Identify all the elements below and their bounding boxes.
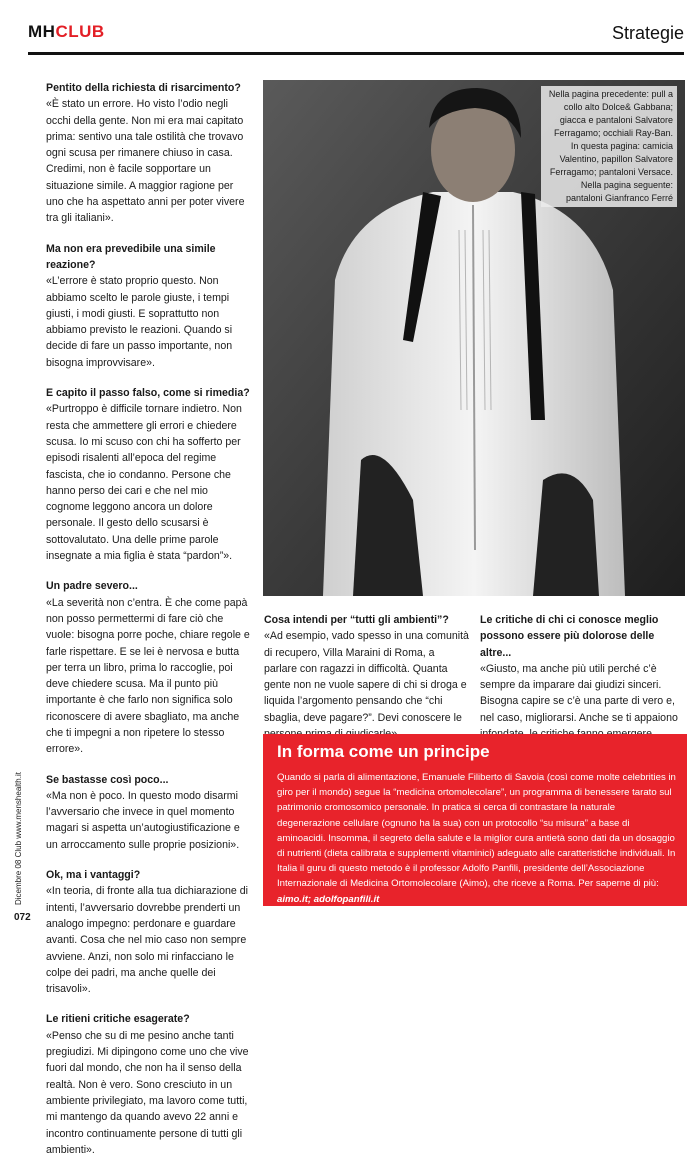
answer: «È stato un errore. Ho visto l’odio negli occhi della gente. Non mi era mai capitato prima: sentivo una tale ostilità che trovavo ogni scusa per rimanere chiuso in casa. Credimi, non è facile sopportare un situazione simile. A maggior ragione per uno che ha aspettato anni per poter vivere tra gli italiani». (46, 98, 245, 225)
box-title: In forma come un principe (277, 742, 490, 761)
page-header (28, 22, 684, 48)
question: Un padre severo... (46, 580, 138, 593)
question: E capito il passo falso, come si rimedia? (46, 387, 250, 400)
answer: «L’errore è stato proprio questo. Non abbiamo scelto le parole giuste, i tempi giusti, i modi giusti. E soprattutto non abbiamo previsto le reazioni. Quando si decide di fare un passo importante, non bisogna improvvisare». (46, 275, 233, 369)
question: Pentito della richiesta di risarcimento? (46, 82, 241, 94)
header-rule (28, 52, 684, 55)
question: Ok, ma i vantaggi? (46, 869, 141, 882)
answer: «In teoria, di fronte alla tua dichiarazione di intenti, l’avversario dovrebbe prenderti un analogo impegno: perdonare e guardare avanti. Cosa che nel mio caso non sempre avviene. Anzi, non solo mi rinfacciano le colpe dei padri, ma anche quelle dei trisavoli». (46, 885, 248, 996)
question: Cosa intendi per “tutti gli ambienti”? (264, 614, 449, 626)
question: Ma non era prevedibile una simile reazione? (46, 242, 216, 271)
column-1 (46, 80, 252, 1172)
side-footer: Dicembre 08 Club www.menshealth.it (14, 772, 23, 905)
box-body: Quando si parla di alimentazione, Emanuele Filiberto di Savoia (così come molte celebrities in giro per il mondo) segue la “medicina ortomolecolare”, un programma di benessere tarato sul patrimonio cromosomico personale. In pratica si cerca di contrastare la naturale degenerazione cellulare (ognuno ha la sua) con un protocollo “su misura” a base di aminoacidi. Insomma, il segreto della salute e la miglior cura antietà sono dati da un dosaggio di nutrienti (dieta calibrata e supplementi vitaminici) adeguato alle caratteristiche individuali. In Italia il guru di questo metodo è il professor Adolfo Panfili, presidente dell’Associazione Internazionale di Medicina Ortomolecolare (Aimo), che riceve a Roma. Per saperne di più: aimo.it; adolfopanfili.it (277, 772, 676, 905)
answer: «Ma non è poco. In questo modo disarmi l’avversario che invece in quel momento magari si aspetta un’autogiustificazione e un arroccamento sulle proprie posizioni». (46, 789, 240, 851)
answer: «Purtroppo è difficile tornare indietro. Non resta che ammettere gli errori e chiedere scusa. Io mi scuso con chi ha sofferto per episodi risalenti all’epoca del regime fascista, che io condanno. Persone che hanno perso dei cari e che nel mio cognome leggono ancora un dolore personale. Il gesto dello scusarsi è sottovalutato. Una delle prime parole insegnate a mia figlia è stata “pardon”». (46, 403, 242, 563)
answer: «La severità non c’entra. È che come papà non posso permettermi di fare ciò che vuole: bisogna porre poche, chiare regole e farle rispettare. E se lei è nervosa e butta per terra un libro, prima lo raccoglie, poi deve chiedere scusa. Ma il punto più importante è che farlo non significa solo riconoscere di avere sbagliato, ma anche che ti impegni a non ripetere lo stesso errore». (46, 596, 250, 756)
box-links[interactable]: aimo.it; adolfopanfili.it (277, 893, 380, 905)
question: Le ritieni critiche esagerate? (46, 1013, 190, 1026)
question: Se bastasse così poco... (46, 773, 169, 786)
page-number: 072 (14, 912, 31, 923)
photo-caption: Nella pagina precedente: pull a collo alto Dolce& Gabbana; giacca e pantaloni Salvatore Ferragamo; occhiali Ray-Ban. In questa pagina: camicia Valentino, papillon Salvatore Ferragamo; pantaloni Versace. Nella pagina seguente: pantaloni Gianfranco Ferré (541, 86, 677, 207)
question: Le critiche di chi ci conosce meglio possono essere più dolorose delle altre... (480, 614, 659, 659)
answer: «Giusto, ma anche più utili perché c’è sempre da imparare dai giudizi sinceri. Bisogna capire se c’è una parte di vero e, nel caso, migliorarsi. Anche se ti appaiono (480, 662, 678, 724)
section-title: Strategie (611, 23, 684, 43)
sidebar-box (263, 734, 687, 906)
mh-club-logo: MHCLUB (28, 22, 105, 41)
answer: «Ad esempio, vado spesso in una comunità di recupero, Villa Maraini di Roma, a parlare con ragazzi in difficoltà. Quanta gente non ne vuole sapere di chi si droga e liquida l’argomento pensando che “chi sbaglia, deve pagare?”. Devi conoscere le (264, 630, 469, 724)
portrait-photo (263, 80, 685, 596)
answer: «Penso che su di me pesino anche tanti pregiudizi. Mi dipingono come uno che vive fuori dal mondo, che non ha il senso della realtà. Non è vero. Sono cresciuto in un ambiente privilegiato, ma lavoro come tutti, mi mantengo da quando avevo 22 anni e incontro continuamente persone di tutti gli ambienti». (46, 1029, 249, 1156)
